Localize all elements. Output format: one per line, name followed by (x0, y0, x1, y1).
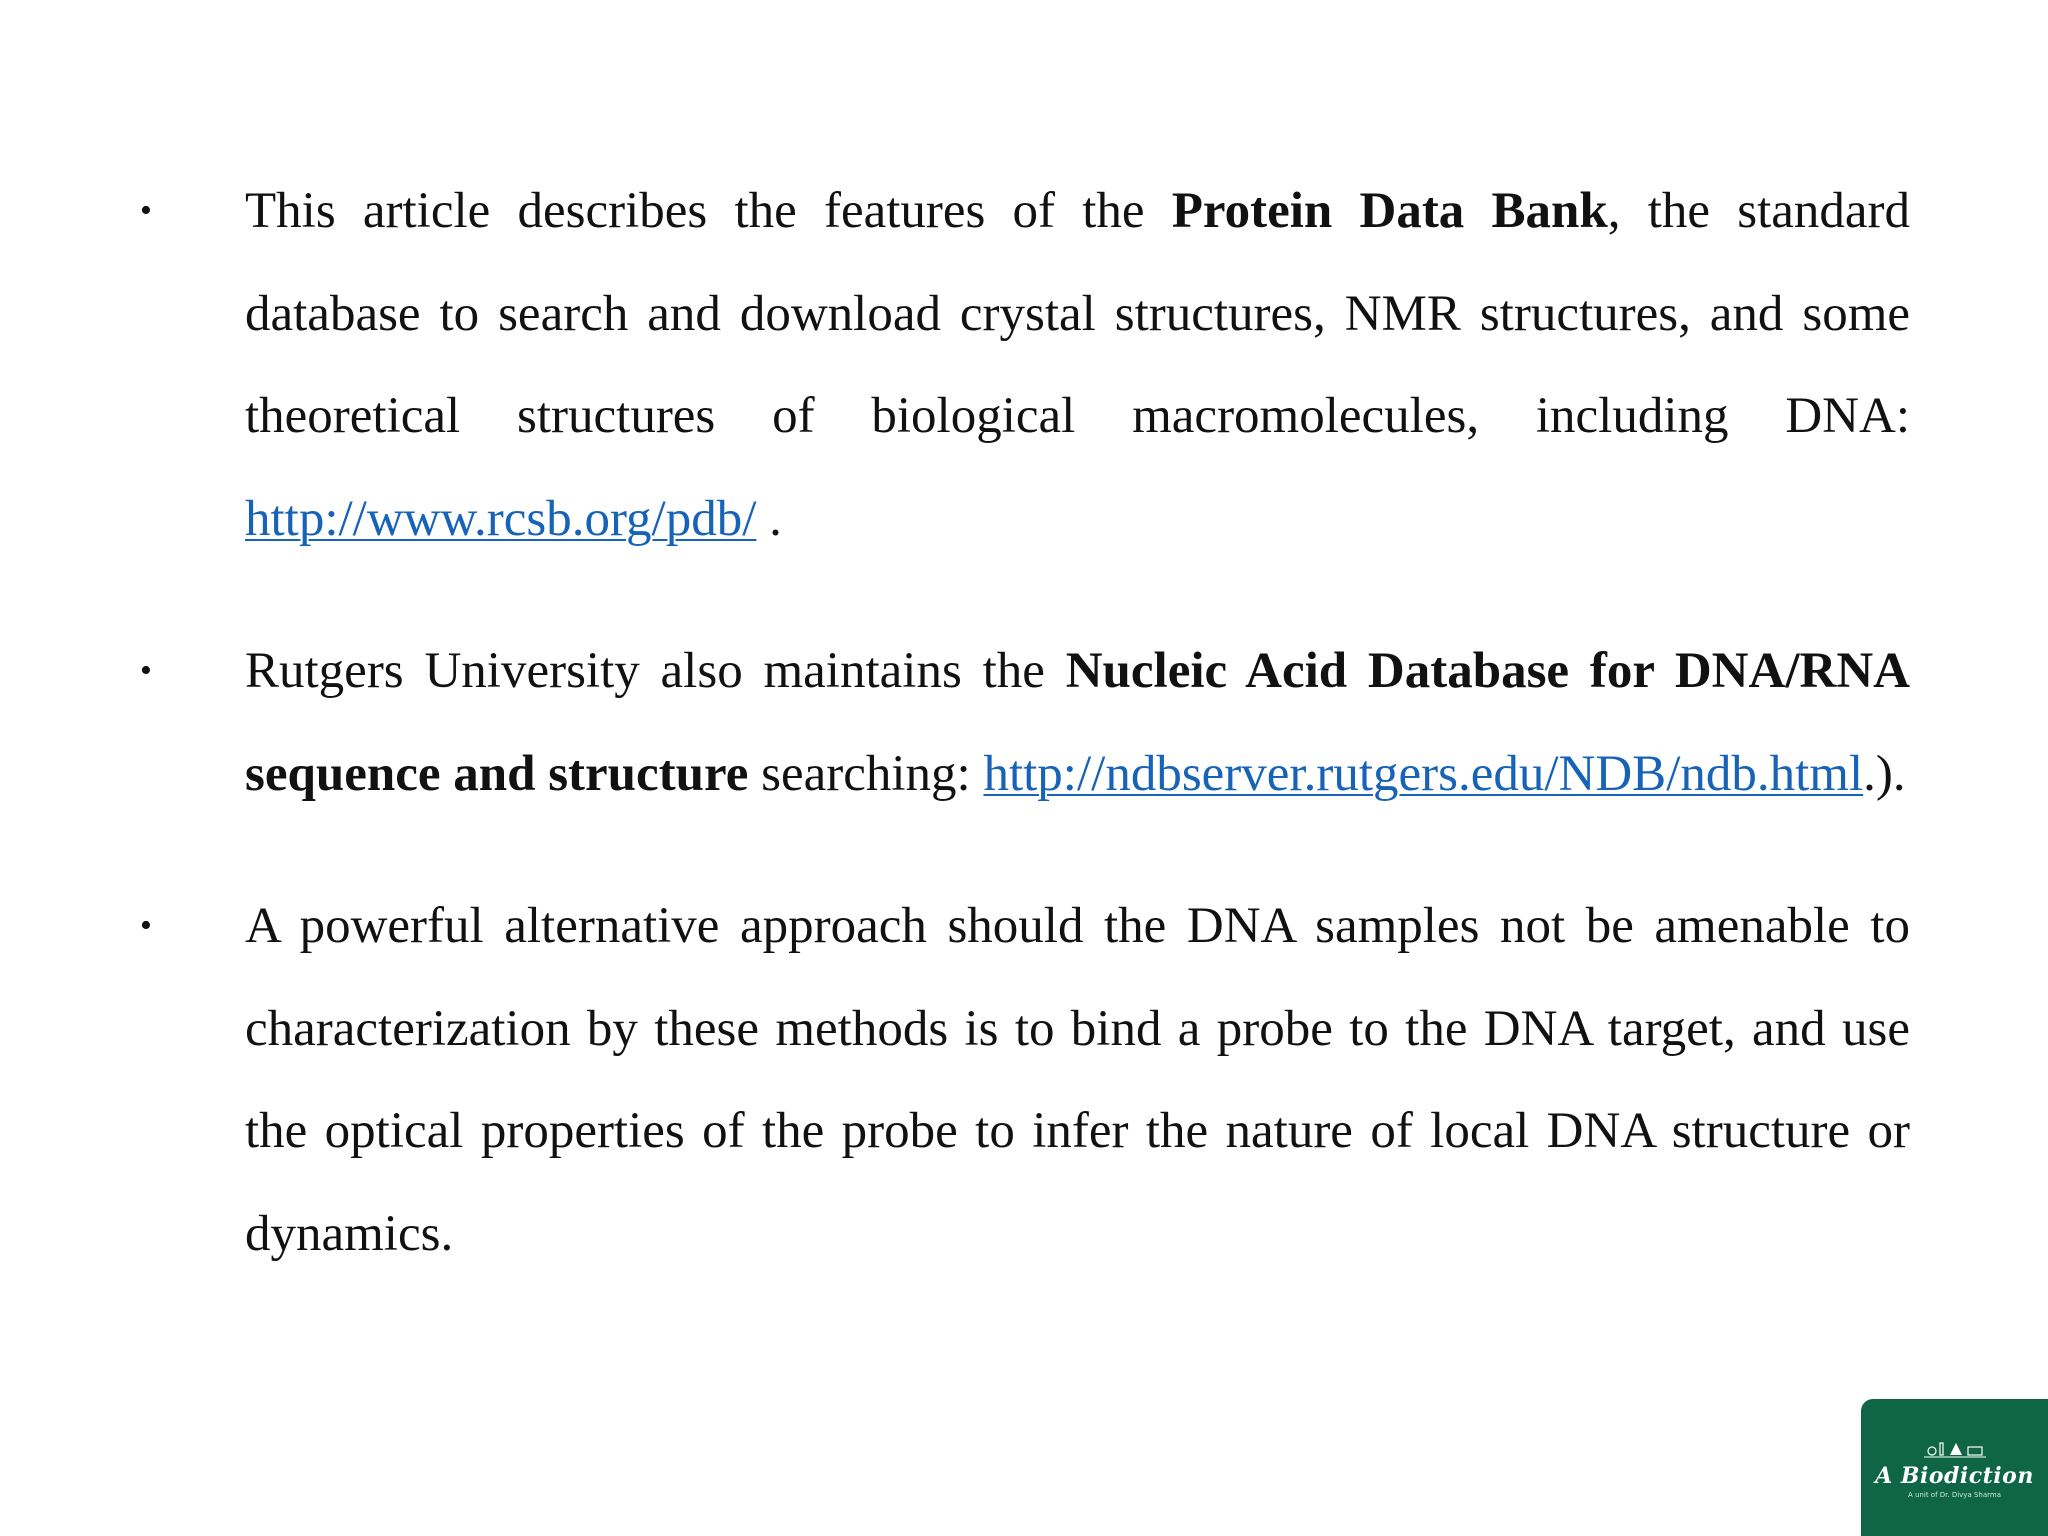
text-segment: This article describes the features of the (245, 183, 1172, 239)
bullet-item-probe (140, 875, 1910, 1285)
text-segment: .). (1863, 745, 1906, 802)
bold-term: Nucleic Acid Database for DNA/RNA sequence and structure (245, 643, 1911, 802)
bullet-item-pdb (140, 160, 1910, 570)
biodiction-logo (1861, 1399, 2048, 1536)
bullet-text (245, 160, 1910, 570)
text-segment: , the standard database to search and download crystal structures, NMR structures, and some theoretical structures of biological macromolecules, including DNA: (245, 183, 1911, 444)
ndb-link[interactable]: http://ndbserver.rutgers.edu/NDB/ndb.html (983, 745, 1864, 802)
bullet-dot: • (140, 192, 152, 229)
bullet-dot: • (140, 907, 152, 944)
bold-term: Protein Data Bank (1171, 183, 1608, 239)
bullet-item-ndb (140, 620, 1910, 825)
bullet-text (245, 620, 1910, 825)
text-segment: searching: (748, 745, 984, 802)
text-segment: . (756, 490, 782, 547)
lab-glassware-icon (1920, 1437, 1990, 1459)
bullet-list (140, 160, 1910, 1335)
text-segment: A powerful alternative approach should the DNA samples not be amenable to characterization by these methods is to bind a probe to the DNA target, and use the optical properties of the probe to infer the nature of local DNA structure or dynamics. (245, 898, 1910, 1262)
logo-subtitle: A unit of Dr. Divya Sharma (1907, 1490, 2002, 1499)
rcsb-link[interactable]: http://www.rcsb.org/pdb/ (245, 490, 757, 547)
text-segment: Rutgers University also maintains the (245, 643, 1066, 699)
bullet-text (245, 875, 1910, 1285)
logo-text: A Biodiction (1875, 1462, 2034, 1489)
bullet-dot: • (140, 652, 152, 689)
